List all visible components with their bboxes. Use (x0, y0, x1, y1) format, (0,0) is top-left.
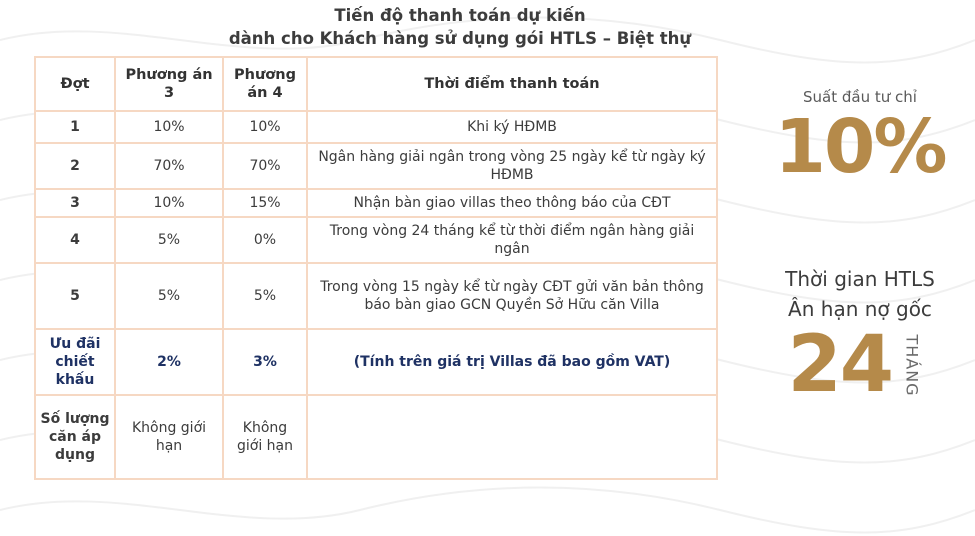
cell-pa4: 5% (223, 263, 307, 329)
cell-time: Khi ký HĐMB (307, 111, 717, 143)
discount-note: (Tính trên giá trị Villas đã bao gồm VAT) (307, 329, 717, 395)
cell-pa3: 5% (115, 263, 223, 329)
htls-label-1: Thời gian HTLS (785, 267, 935, 291)
cell-pa3: 5% (115, 217, 223, 263)
table-row (35, 143, 717, 189)
cell-pa3: 10% (115, 189, 223, 217)
cell-dot: 5 (35, 263, 115, 329)
table-row (35, 263, 717, 329)
discount-pa4: 3% (223, 329, 307, 395)
title-line-2: dành cho Khách hàng sử dụng gói HTLS – Biệt thự (228, 29, 692, 48)
table-row (35, 111, 717, 143)
quantity-pa3: Không giới hạn (115, 395, 223, 479)
table-row (35, 189, 717, 217)
page-title (180, 4, 740, 50)
cell-time: Trong vòng 15 ngày kể từ ngày CĐT gửi văn bản thông báo bàn giao GCN Quyền Sở Hữu căn Villa (307, 263, 717, 329)
cell-dot: 4 (35, 217, 115, 263)
quantity-note (307, 395, 717, 479)
header-dot: Đợt (35, 57, 115, 111)
htls-label-2: Ân hạn nợ gốc (788, 297, 932, 321)
cell-pa4: 15% (223, 189, 307, 217)
header-pa3: Phương án 3 (115, 57, 223, 111)
cell-dot: 3 (35, 189, 115, 217)
invest-value: 10% (774, 104, 946, 190)
discount-row (35, 329, 717, 395)
discount-pa3: 2% (115, 329, 223, 395)
htls-labels (742, 264, 975, 324)
table-row (35, 217, 717, 263)
title-line-1: Tiến độ thanh toán dự kiến (334, 6, 586, 25)
cell-pa4: 0% (223, 217, 307, 263)
cell-pa3: 10% (115, 111, 223, 143)
cell-time: Ngân hàng giải ngân trong vòng 25 ngày kể từ ngày ký HĐMB (307, 143, 717, 189)
payment-schedule-table (34, 56, 718, 480)
quantity-pa4: Không giới hạn (223, 395, 307, 479)
months-unit: THÁNG (902, 334, 922, 397)
invest-label: Suất đầu tư chỉ (803, 88, 917, 106)
quantity-label: Số lượng căn áp dụng (35, 395, 115, 479)
cell-dot: 1 (35, 111, 115, 143)
header-pa4: Phương án 4 (223, 57, 307, 111)
cell-dot: 2 (35, 143, 115, 189)
months-value: 24 (787, 320, 892, 410)
quantity-row (35, 395, 717, 479)
cell-pa4: 70% (223, 143, 307, 189)
table-header-row (35, 57, 717, 111)
cell-time: Nhận bàn giao villas theo thông báo của CĐT (307, 189, 717, 217)
cell-pa4: 10% (223, 111, 307, 143)
cell-pa3: 70% (115, 143, 223, 189)
header-time: Thời điểm thanh toán (307, 57, 717, 111)
discount-label: Ưu đãi chiết khấu (35, 329, 115, 395)
cell-time: Trong vòng 24 tháng kể từ thời điểm ngân hàng giải ngân (307, 217, 717, 263)
